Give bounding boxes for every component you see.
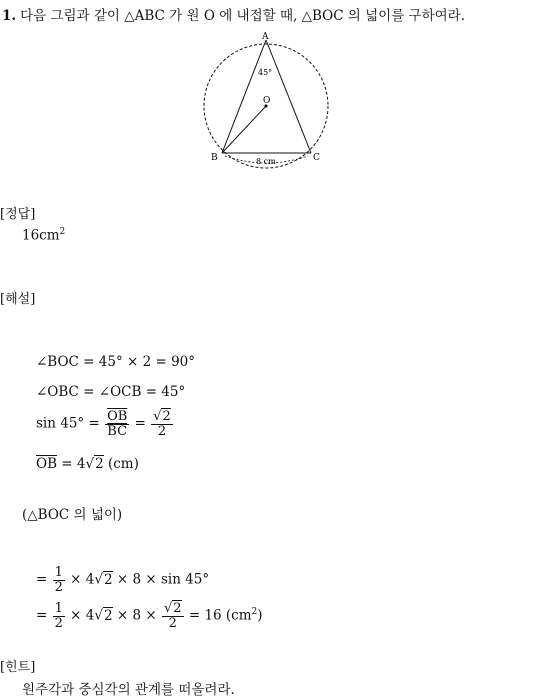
line6-exponent: 2 [251, 607, 258, 618]
line6-result: = 16 (cm [184, 607, 252, 624]
line6-close-paren: ) [257, 607, 263, 624]
frac-den-2: 2 [151, 424, 173, 439]
side-bc-label: 8 cm [256, 157, 276, 166]
circle-triangle-figure [198, 30, 338, 172]
vertex-a-label: A [262, 32, 269, 42]
line5-sqrt2: 2 [103, 571, 113, 588]
line5-tail: × 8 × sin 45° [112, 571, 210, 588]
hint-header: [힌트] [0, 660, 36, 675]
frac-num-ob: $\overline{OB}$ [107, 409, 128, 424]
line6-frac-num: 2 [173, 601, 182, 616]
ob-eq-4: = 4 [57, 456, 86, 472]
sqrt2-over-2: $\frac{√2}{2}$ [153, 409, 171, 439]
answer-header: [정답] [0, 207, 36, 222]
frac-num-sqrt2: 2 [162, 409, 171, 424]
line5-equals: = [36, 571, 48, 588]
line6-half-num: 1 [54, 601, 63, 616]
center-o-label: O [263, 96, 271, 106]
ob-sqrt2: 2 [95, 456, 104, 472]
explanation-line-2: ∠OBC = ∠OCB = 45° [36, 384, 186, 400]
equals-sign: = [134, 415, 146, 432]
line5-half-den: 2 [54, 579, 63, 595]
explanation-line-3 [36, 410, 174, 438]
explanation-header: [해설] [0, 292, 36, 307]
line6-sqrt2-over-2: $\frac{√2}{2}$ [163, 601, 182, 631]
line6-times8: × 8 × [112, 607, 157, 624]
ob-segment: $\overline{OB}$ [36, 456, 57, 472]
line6-half-den: 2 [54, 615, 63, 631]
problem-number: 1. [2, 8, 17, 24]
answer-number: 16cm [22, 227, 60, 244]
segment-ob [222, 106, 266, 153]
line6-times4: × 4 [65, 607, 95, 624]
explanation-line-5: = $\frac{1}{2}$ × 4√2 × 8 × sin 45° [36, 565, 210, 595]
frac-den-bc: BC [107, 423, 128, 439]
sin-lhs: sin 45° = [36, 415, 100, 432]
vertex-c-label: C [313, 153, 320, 163]
explanation-line-4: $\overline{OB} = 4√2$ (cm) [36, 456, 139, 472]
ob-over-bc [105, 410, 129, 438]
line6-half [53, 602, 65, 630]
line6-sqrt2: 2 [103, 607, 113, 624]
angle-a-label: 45° [258, 68, 273, 77]
problem-statement [2, 4, 465, 24]
vertex-b-label: B [211, 153, 218, 163]
line5-half [53, 566, 65, 594]
explanation-line-1: ∠BOC = 45° × 2 = 90° [36, 354, 196, 370]
explanation-line-6: = $\frac{1}{2}$ × 4√2 × 8 × $\frac{√2}{2}$ = 16 $(cm^2)$ [36, 601, 263, 631]
line5-times4: × 4 [65, 571, 95, 588]
hint-text: 원주각과 중심각의 관계를 떠올려라. [22, 682, 235, 698]
line5-half-num: 1 [54, 565, 63, 580]
problem-text: 다음 그림과 같이 △ABC 가 원 O 에 내접할 때, △BOC 의 넓이를 구하여라. [20, 8, 466, 24]
area-label: (△BOC 의 넓이) [22, 507, 123, 523]
line6-frac-den: 2 [162, 616, 184, 631]
line6-equals: = [36, 607, 48, 624]
ob-unit: (cm) [103, 456, 139, 472]
answer-exponent: 2 [59, 227, 66, 237]
answer-value [22, 227, 65, 244]
